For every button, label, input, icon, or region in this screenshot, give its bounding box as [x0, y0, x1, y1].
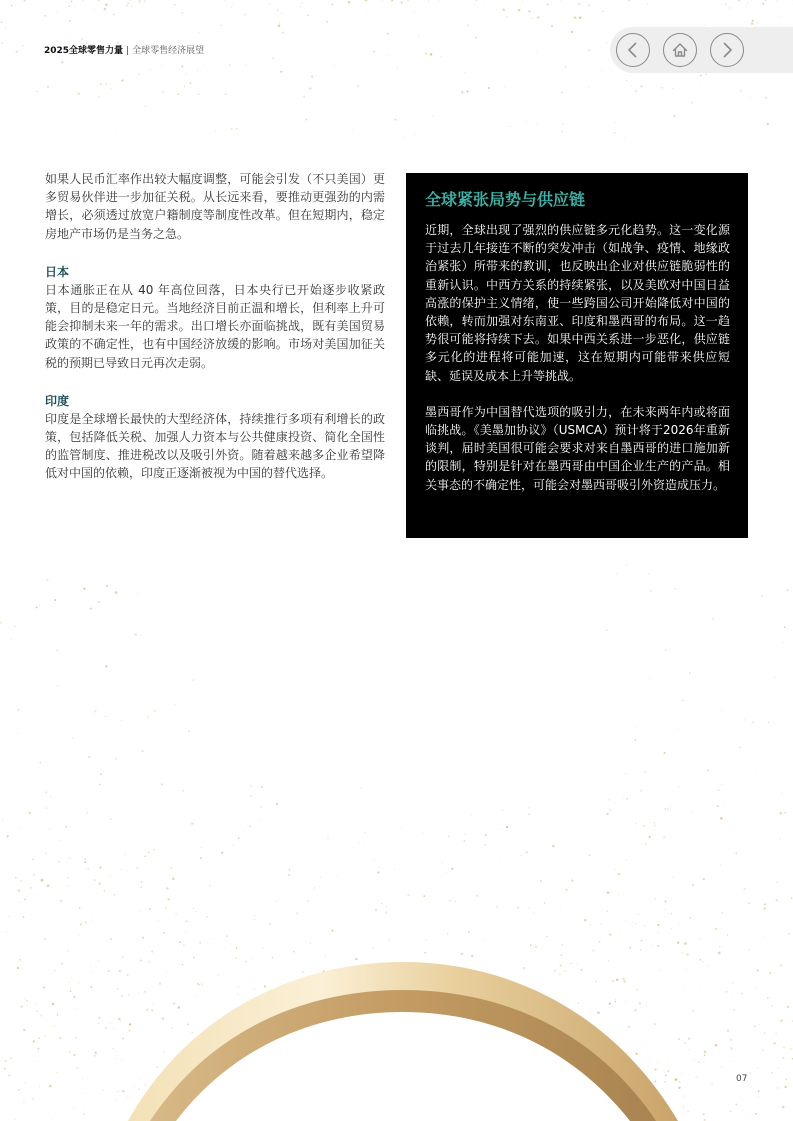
sidebar-title: 全球紧张局势与供应链: [425, 190, 586, 209]
chevron-right-icon: [718, 41, 736, 59]
section-title: 全球零售经济展望: [132, 46, 205, 56]
sidebar-paragraph-1: 近期，全球出现了强烈的供应链多元化趋势。这一变化源于过去几年接连不断的突发冲击（如战争、疫情、地缘政治紧张）所带来的教训，也反映出企业对供应链脆弱性的重新认识。中西方关系的持续紧张，以及美欧对中国日益高涨的保护主义情绪，使一些跨国公司开始降低对中国的依赖，转而加强对东南亚、印度和墨西哥的布局。这一趋势很可能将持续下去。如果中西关系进一步恶化，供应链多元化的进程将可能加速，这在短期内可能带来供应短缺、延误及成本上升等挑战。: [425, 223, 730, 383]
previous-page-button[interactable]: [616, 33, 650, 67]
report-title: 2025全球零售力量: [44, 46, 124, 56]
header-separator: |: [126, 46, 130, 56]
home-button[interactable]: [663, 33, 697, 67]
india-heading: 印度: [45, 393, 70, 408]
japan-heading: 日本: [45, 264, 70, 279]
main-text-column: [45, 170, 385, 483]
sidebar-box: [406, 173, 748, 538]
japan-paragraph: 日本通胀正在从 40 年高位回落，日本央行已开始逐步收紧政策，目的是稳定日元。当地经济目前正温和增长，但利率上升可能会抑制未来一年的需求。出口增长亦面临挑战，既有美国贸易政策的不确定性，也有中国经济放缓的影响。市场对美国加征关税的预期已导致日元再次走弱。: [45, 282, 385, 370]
page-navigation: [610, 27, 793, 73]
page-number: 07: [736, 1074, 748, 1084]
running-header: [44, 43, 204, 56]
india-paragraph: 印度是全球增长最快的大型经济体，持续推行多项有利增长的政策，包括降低关税、加强人力资本与公共健康投资、简化全国性的监管制度、推进税改以及吸引外资。随着越来越多企业希望降低对中国的依赖，印度正逐渐被视为中国的替代选择。: [45, 411, 385, 481]
sidebar-paragraph-2: 墨西哥作为中国替代选项的吸引力，在未来两年内或将面临挑战。《美墨加协议》（USMCA）预计将于2026年重新谈判，届时美国很可能会要求对来自墨西哥的进口施加新的限制，特别是针对在墨西哥由中国企业生产的产品。相关事态的不确定性，可能会对墨西哥吸引外资造成压力。: [425, 404, 730, 492]
home-icon: [671, 41, 689, 59]
intro-paragraph: 如果人民币汇率作出较大幅度调整，可能会引发（不只美国）更多贸易伙伴进一步加征关税。从长远来看，要推动更强劲的内需增长，必须透过放宽户籍制度等制度性改革。但在短期内，稳定房地产市场仍是当务之急。: [45, 172, 385, 241]
chevron-left-icon: [624, 41, 642, 59]
next-page-button[interactable]: [710, 33, 744, 67]
